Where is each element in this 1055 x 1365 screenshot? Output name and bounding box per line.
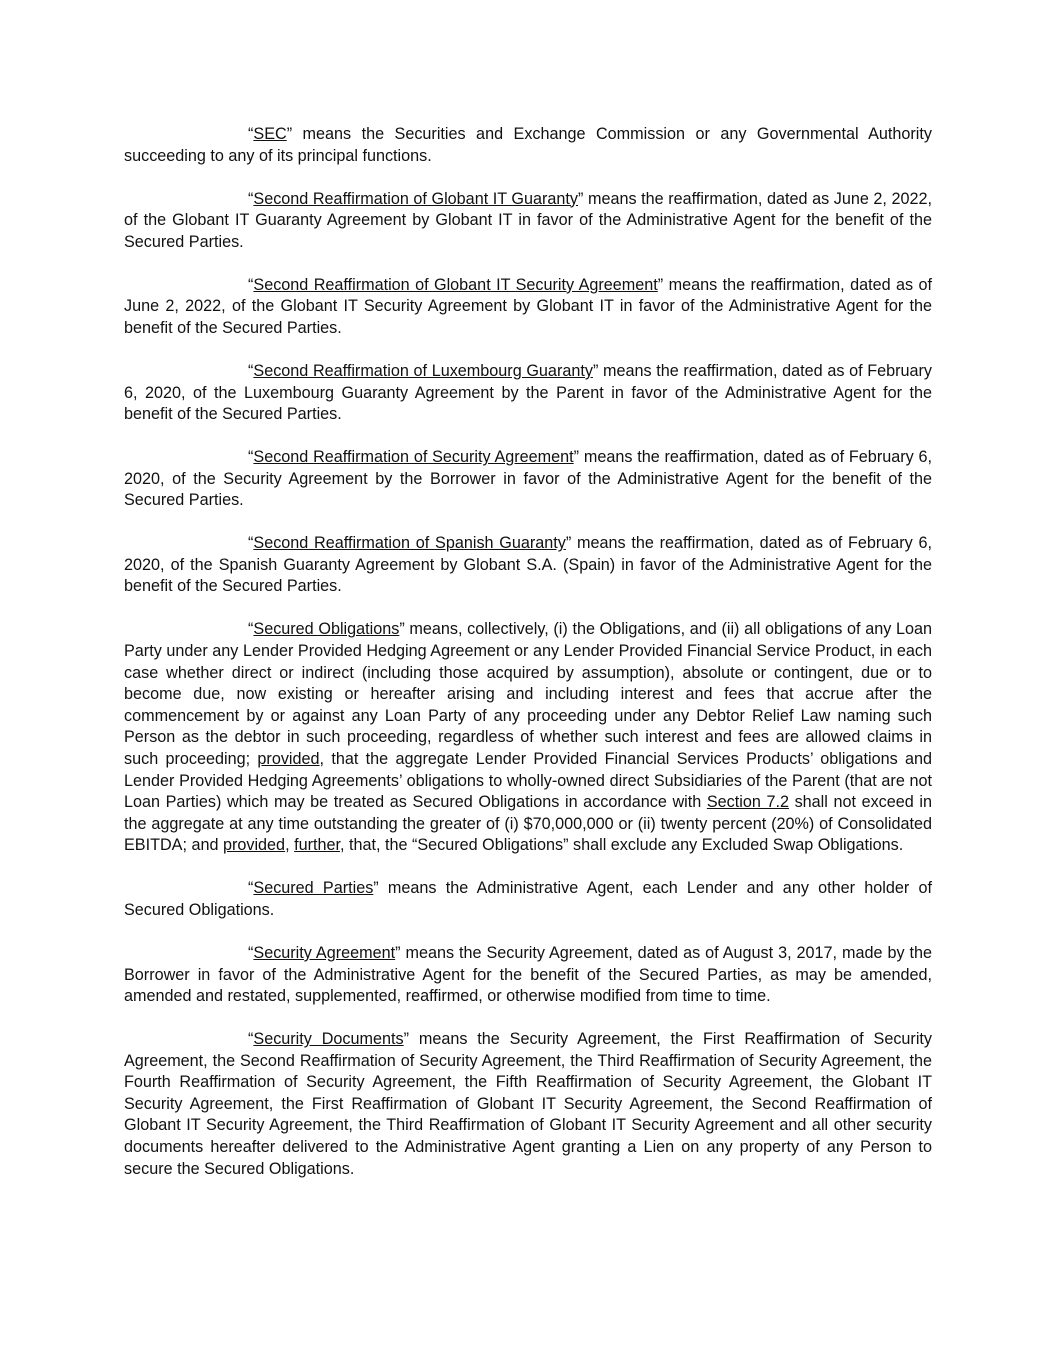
definition-paragraph: “Second Reaffirmation of Luxembourg Guaranty” means the reaffirmation, dated as of February 6, 2020, of the Luxembourg Guaranty Agreement by the Parent in favor of the Administrative Agent for the benefit of the Secured Parties. [124, 361, 933, 424]
definition-text: means the reaffirmation, dated as of February 6, 2020, of the Spanish Guaranty Agreement by Globant S.A. (Spain) in favor of the Administrative Agent for the benefit of the Secured Parties. [124, 534, 932, 596]
definition-paragraph: “Second Reaffirmation of Security Agreement” means the reaffirmation, dated as of February 6, 2020, of the Security Agreement by the Borrower in favor of the Administrative Agent for the benefit of the Secured Parties. [124, 448, 932, 510]
defined-term: SEC [253, 125, 287, 143]
defined-term: Second Reaffirmation of Spanish Guaranty [253, 534, 566, 553]
definition-text: means, collectively, (i) the Obligations, and (ii) all obligations of any Loan Party under any Lender Provided Hedging Agreement or any Lender Provided Financial Service Product, in each case whether direct or indirect (including those acquired by assumption), absolute or contingent, due or to become due, now existing or hereafter arising and including interest and fees that accrue after the commencement by or against any Loan Party of any proceeding under any Debtor Relief Law naming such Person as the debtor in such proceeding, regardless of whether such interest and fees are allowed claims in such proceeding; [124, 620, 932, 768]
definition-paragraph: “Second Reaffirmation of Globant IT Guaranty” means the reaffirmation, dated as June 2, 2022, of the Globant IT Guaranty Agreement by Globant IT in favor of the Administrative Agent for the benefit of the Secured Parties. [124, 189, 933, 251]
definition-text: , that, the “Secured Obligations” shall exclude any Excluded Swap Obligations. [339, 836, 904, 855]
cross-reference: Section 7.2 [706, 793, 789, 812]
definition-text: means the reaffirmation, dated as of February 6, 2020, of the Security Agreement by the Borrower in favor of the Administrative Agent for the benefit of the Secured Parties. [124, 448, 932, 510]
definition-text: means the Administrative Agent, each Lender and any other holder of Secured Obligations. [124, 879, 932, 919]
definition-text: means the Security Agreement, dated as of August 3, 2017, made by the Borrower in favor of the Administrative Agent for the benefit of the Secured Parties, as may be amended, amended and restated, supplemented, reaffirmed, or otherwise modified from time to time. [124, 943, 933, 1006]
definition-text: means the Securities and Exchange Commission or any Governmental Authority succeeding to any of its principal functions. [124, 125, 932, 165]
defined-term: Secured Parties [253, 879, 374, 898]
definition-text: shall not exceed in the aggregate at any time outstanding the greater of (i) $70,000,000 or (ii) twenty percent (20%) of Consolidated EBITDA; and [124, 793, 932, 855]
defined-term: Second Reaffirmation of Security Agreement [253, 448, 574, 467]
defined-term: Secured Obligations [253, 620, 400, 639]
definition-paragraph: “Secured Obligations” means, collectively, (i) the Obligations, and (ii) all obligations of any Loan Party under any Lender Provided Hedging Agreement or any Lender Provided Financial Service Product, in each case whether direct or indirect (including those acquired by assumption), absolute or contingent, due or to become due, now existing or hereafter arising and including interest and fees that accrue after the commencement by or against any Loan Party of any proceeding under any Debtor Relief Law naming such Person as the debtor in such proceeding, regardless of whether such interest and fees are allowed claims in such proceeding; provided, that the aggregate Lender Provided Financial Services Products’ obligations and Lender Provided Hedging Agreements’ obligations to wholly-owned direct Subsidiaries of the Parent (that are not Loan Parties) which may be treated as Secured Obligations in accordance with Section 7.2 shall not exceed in the aggregate at any time outstanding the greater of (i) $70,000,000 or (ii) twenty percent (20%) of Consolidated EBITDA; and provided, further, that, the “Secured Obligations” shall exclude any Excluded Swap Obligations. [124, 620, 932, 855]
definition-paragraph: “Secured Parties” means the Administrative Agent, each Lender and any other holder of Secured Obligations. [124, 879, 932, 919]
cross-reference: provided [222, 836, 286, 855]
cross-reference: further [294, 836, 340, 855]
definition-paragraph: “SEC” means the Securities and Exchange Commission or any Governmental Authority succeeding to any of its principal functions. [124, 125, 932, 165]
definitions-list [124, 124, 932, 1202]
cross-reference: provided [257, 750, 320, 768]
defined-term: Second Reaffirmation of Globant IT Guaranty [253, 189, 579, 208]
definition-text: means the reaffirmation, dated as of February 6, 2020, of the Luxembourg Guaranty Agreement by the Parent in favor of the Administrative Agent for the benefit of the Secured Parties. [124, 361, 933, 424]
definition-paragraph: “Second Reaffirmation of Spanish Guaranty” means the reaffirmation, dated as of February 6, 2020, of the Spanish Guaranty Agreement by Globant S.A. (Spain) in favor of the Administrative Agent for the benefit of the Secured Parties. [124, 534, 932, 596]
defined-term: Second Reaffirmation of Globant IT Security Agreement [253, 275, 658, 294]
defined-term: Second Reaffirmation of Luxembourg Guaranty [253, 361, 593, 380]
definition-paragraph: “Second Reaffirmation of Globant IT Security Agreement” means the reaffirmation, dated as of June 2, 2022, of the Globant IT Security Agreement by Globant IT in favor of the Administrative Agent for the benefit of the Secured Parties. [124, 275, 932, 337]
definition-paragraph: “Security Documents” means the Security Agreement, the First Reaffirmation of Security Agreement, the Second Reaffirmation of Security Agreement, the Third Reaffirmation of Security Agreement, the Fourth Reaffirmation of Security Agreement, the Fifth Reaffirmation of Security Agreement, the Globant IT Security Agreement, the First Reaffirmation of Globant IT Security Agreement, the Second Reaffirmation of Globant IT Security Agreement, the Third Reaffirmation of Globant IT Security Agreement and all other security documents hereafter delivered to the Administrative Agent granting a Lien on any property of any Person to secure the Secured Obligations. [124, 1030, 933, 1178]
definition-text: , that the aggregate Lender Provided Financial Services Products’ obligations and Lender Provided Hedging Agreements’ obligations to wholly-owned direct Subsidiaries of the Parent (that are not Loan Parties) which may be treated as Secured Obligations in accordance with [124, 750, 932, 812]
definition-text: means the reaffirmation, dated as of June 2, 2022, of the Globant IT Security Agreement by Globant IT in favor of the Administrative Agent for the benefit of the Secured Parties. [124, 275, 932, 337]
definition-text: means the Security Agreement, the First Reaffirmation of Security Agreement, the Second Reaffirmation of Security Agreement, the Third Reaffirmation of Security Agreement, the Fourth Reaffirmation of Security Agreement, the Fifth Reaffirmation of Security Agreement, the Globant IT Security Agreement, the First Reaffirmation of Globant IT Security Agreement, the Second Reaffirmation of Globant IT Security Agreement, the Third Reaffirmation of Globant IT Security Agreement and all other security documents hereafter delivered to the Administrative Agent granting a Lien on any property of any Person to secure the Secured Obligations. [124, 1030, 933, 1178]
defined-term: Security Documents [253, 1030, 404, 1049]
definition-text: means the reaffirmation, dated as June 2, 2022, of the Globant IT Guaranty Agreement by Globant IT in favor of the Administrative Agent for the benefit of the Secured Parties. [124, 189, 933, 251]
definition-paragraph: “Security Agreement” means the Security Agreement, dated as of August 3, 2017, made by the Borrower in favor of the Administrative Agent for the benefit of the Secured Parties, as may be amended, amended and restated, supplemented, reaffirmed, or otherwise modified from time to time. [124, 943, 933, 1006]
defined-term: Security Agreement [253, 943, 396, 962]
definition-text: , [285, 836, 295, 855]
